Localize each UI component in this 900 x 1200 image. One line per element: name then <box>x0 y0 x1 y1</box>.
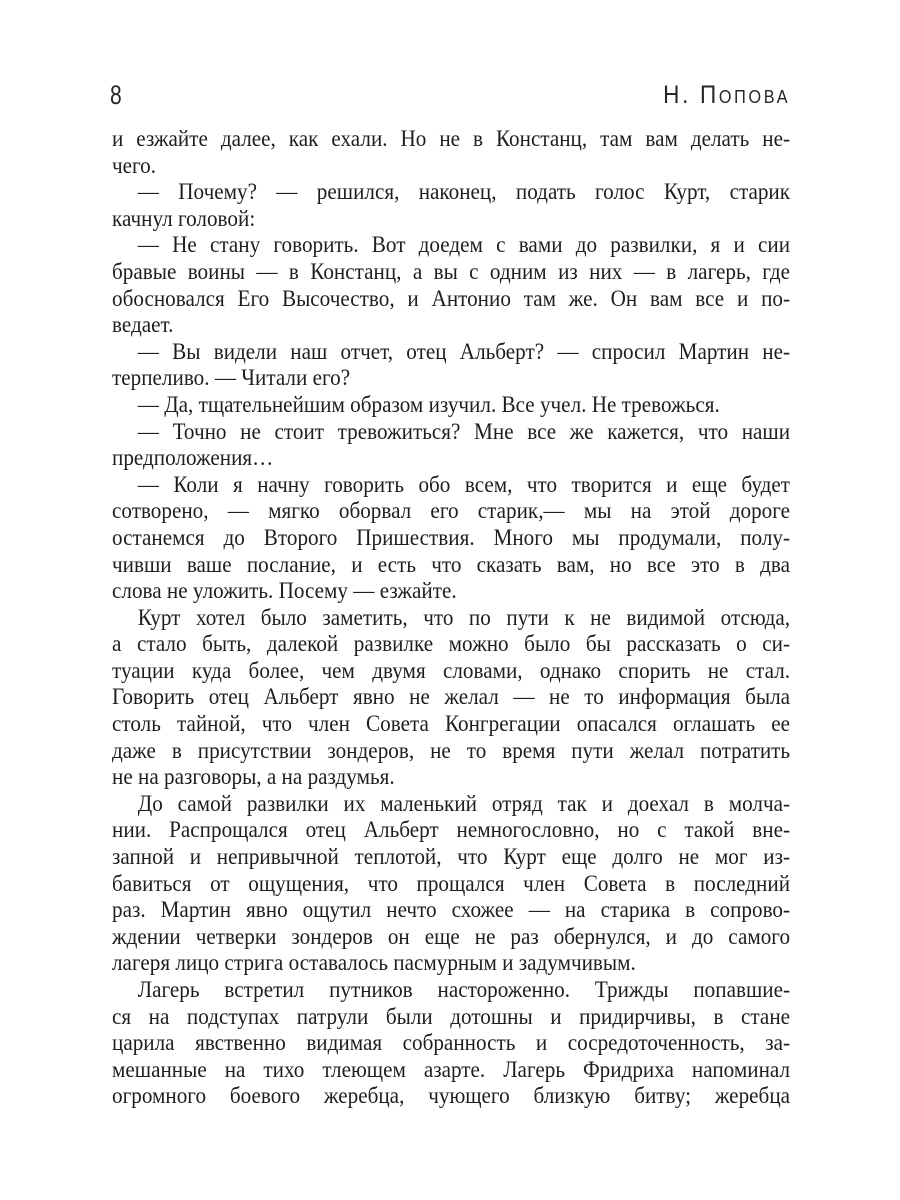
text-line: — Почему? — решился, наконец, подать голос Курт, старик <box>137 179 791 205</box>
paragraph <box>112 232 790 338</box>
text-line: — Точно не стоит тревожиться? Мне все же кажется, что наши <box>137 418 791 444</box>
paragraph <box>112 339 790 392</box>
text-line: предположения… <box>112 445 274 471</box>
text-line: сотворено, — мягко оборвал его старик,— мы на этой дороге <box>112 498 791 524</box>
paragraph <box>112 392 790 419</box>
paragraph <box>112 791 790 977</box>
running-head-author: Н. Попова <box>662 81 790 109</box>
paragraph <box>112 126 790 179</box>
text-line: раз. Мартин явно ощутил нечто схожее — на старика в сопрово- <box>112 897 791 923</box>
text-line: Говорить отец Альберт явно не желал — не то информация была <box>112 684 791 710</box>
text-line: чивши ваше послание, и есть что сказать вам, но все это в два <box>112 551 791 577</box>
paragraph <box>112 179 790 232</box>
text-line: ся на подступах патрули были дотошны и придирчивы, в стане <box>112 1003 791 1029</box>
text-line: туации куда более, чем двумя словами, однако спорить не стал. <box>112 657 791 683</box>
paragraph <box>112 977 790 1110</box>
text-line: царила явственно видимая собранность и сосредоточенность, за- <box>112 1030 791 1056</box>
text-line: Лагерь встретил путников настороженно. Трижды попавшие- <box>137 977 791 1002</box>
text-line: останемся до Второго Пришествия. Много мы продумали, полу- <box>112 524 791 550</box>
text-line: нии. Распрощался отец Альберт немногословно, но с такой вне- <box>112 817 791 843</box>
text-line: ждении четверки зондеров он еще не раз обернулся, и до самого <box>112 923 791 949</box>
text-line: качнул головой: <box>112 205 256 231</box>
text-line: запной и непривычной теплотой, что Курт еще долго не мог из- <box>112 844 791 870</box>
text-line: бавиться от ощущения, что прощался член Совета в последний <box>112 870 791 896</box>
text-line: лагеря лицо стрига оставалось пасмурным и задумчивым. <box>112 950 636 976</box>
text-line: До самой развилки их маленький отряд так и доехал в молча- <box>137 790 791 816</box>
text-line: — Да, тщательнейшим образом изучил. Все учел. Не тревожься. <box>137 391 720 417</box>
text-line: и езжайте далее, как ехали. Но не в Констанц, там вам делать не- <box>112 126 791 151</box>
paragraph <box>112 419 790 472</box>
text-line: Курт хотел было заметить, что по пути к не видимой отсюда, <box>137 604 791 630</box>
text-line: столь тайной, что член Совета Конгрегации опасался оглашать ее <box>112 711 791 737</box>
text-line: слова не уложить. Посему — езжайте. <box>112 578 457 604</box>
text-line: даже в присутствии зондеров, не то время пути желал потратить <box>112 737 791 763</box>
text-line: мешанные на тихо тлеющем азарте. Лагерь Фридриха напоминал <box>112 1056 791 1082</box>
text-line: не на разговоры, а на раздумья. <box>112 764 395 790</box>
paragraph <box>112 472 790 605</box>
page-number: 8 <box>110 80 122 110</box>
text-line: обосновался Его Высочество, и Антонио там же. Он вам все и по- <box>112 285 791 311</box>
text-line: — Коли я начну говорить обо всем, что творится и еще будет <box>137 471 791 497</box>
text-line: — Вы видели наш отчет, отец Альберт? — спросил Мартин не- <box>137 338 791 364</box>
text-line: а стало быть, далекой развилке можно было бы рассказать о си- <box>112 631 791 657</box>
paragraph <box>112 605 790 791</box>
text-line: огромного боевого жеребца, чующего близкую битву; жеребца <box>112 1083 791 1109</box>
text-line: терпеливо. — Читали его? <box>112 365 351 391</box>
text-line: ведает. <box>112 312 174 338</box>
text-line: — Не стану говорить. Вот доедем с вами до развилки, я и сии <box>137 232 791 258</box>
body-text <box>112 126 790 1110</box>
text-line: бравые воины — в Констанц, а вы с одним из них — в лагерь, где <box>112 258 791 284</box>
text-line: чего. <box>112 152 157 178</box>
